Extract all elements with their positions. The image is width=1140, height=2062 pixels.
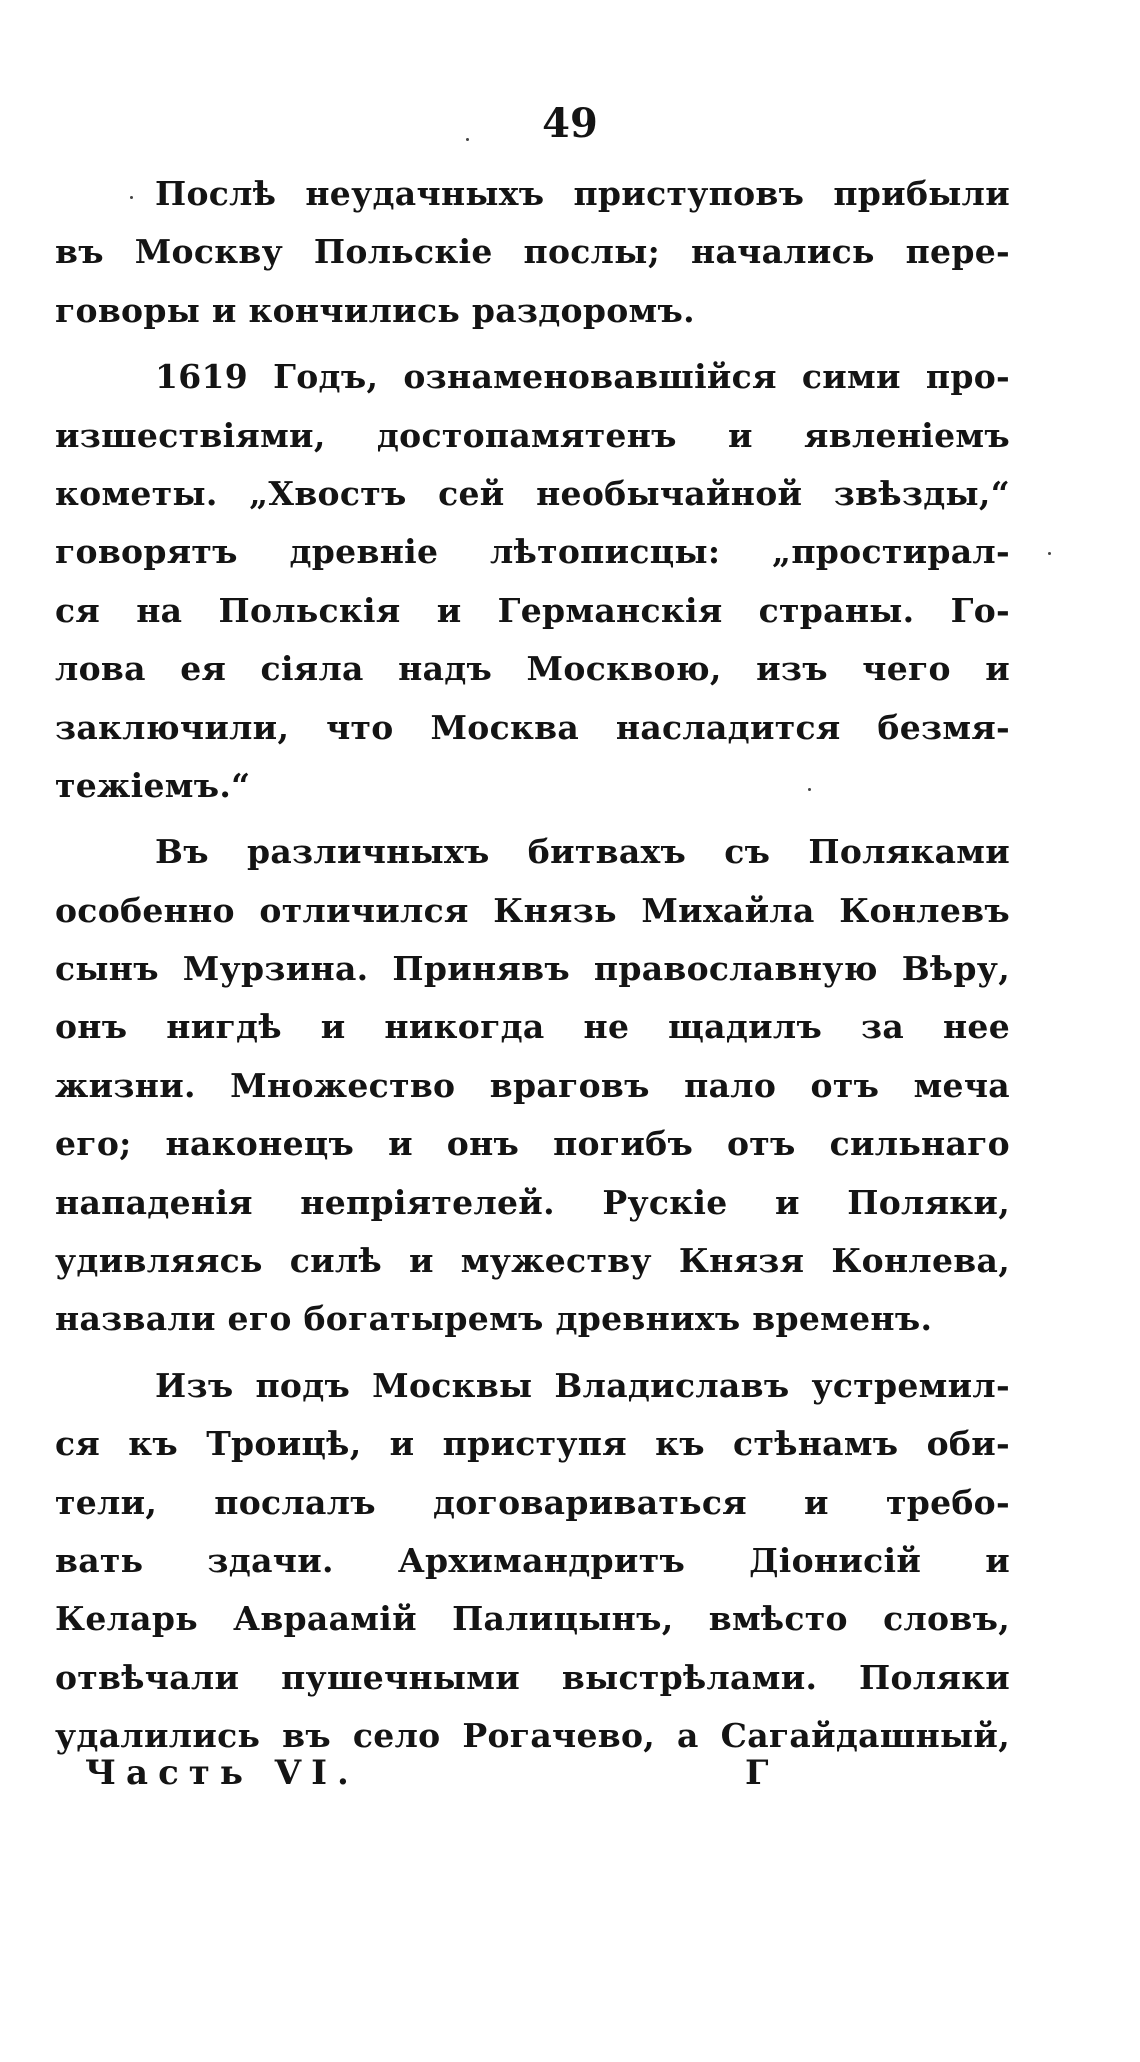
text-line: Келарь Авраамій Палицынъ, вмѣсто словъ, <box>55 1599 1010 1639</box>
print-speck <box>466 138 469 141</box>
text-line: удивляясь силѣ и мужеству Князя Конлева, <box>55 1241 1010 1281</box>
text-line: говоры и кончились раздоромъ. <box>55 290 695 330</box>
text-line: ся къ Троицѣ, и приступя къ стѣнамъ оби- <box>55 1424 1010 1464</box>
text-line: сынъ Мурзина. Принявъ православную Вѣру, <box>55 949 1010 989</box>
text-line: его; наконецъ и онъ погибъ отъ сильнаго <box>55 1124 1010 1164</box>
text-line: ся на Польскія и Германскія страны. Го- <box>55 590 1010 630</box>
print-speck <box>130 196 133 199</box>
text-line: лова ея сіяла надъ Москвою, изъ чего и <box>55 649 1010 689</box>
body-text <box>55 165 1010 1766</box>
text-line: изшествіями, достопамятенъ и явленіемъ <box>55 415 1010 455</box>
text-line: 1619 Годъ, ознаменовавшійся сими про- <box>155 357 1010 397</box>
text-line: заключили, что Москва насладится безмя- <box>55 707 1010 747</box>
text-line: отвѣчали пушечными выстрѣлами. Поляки <box>55 1657 1010 1697</box>
text-line: жизни. Множество враговъ пало отъ меча <box>55 1065 1010 1105</box>
gathering-letter: Г <box>745 1753 769 1793</box>
text-line: въ Москву Польскіе послы; начались пере- <box>55 232 1010 272</box>
text-line: назвали его богатыремъ древнихъ временъ. <box>55 1299 933 1339</box>
text-line: нападенія непріятелей. Рускіе и Поляки, <box>55 1182 1010 1222</box>
text-line: удалились въ село Рогачево, а Сагайдашный, <box>55 1716 1010 1756</box>
print-speck <box>808 788 811 791</box>
signature-mark: Часть VI. <box>85 1753 359 1793</box>
text-line: говорятъ древніе лѣтописцы: „простирал- <box>55 532 1010 572</box>
text-line: онъ нигдѣ и никогда не щадилъ за нее <box>55 1007 1010 1047</box>
page-number: 49 <box>542 100 598 147</box>
text-line: тежіемъ.“ <box>55 765 251 805</box>
text-line: Изъ подъ Москвы Владиславъ устремил- <box>155 1365 1010 1405</box>
text-line: Въ различныхъ битвахъ съ Поляками <box>155 832 1010 872</box>
text-line: вать здачи. Архимандритъ Діонисій и <box>55 1540 1010 1580</box>
page-footer <box>85 1753 985 1813</box>
text-line: кометы. „Хвостъ сей необычайной звѣзды,“ <box>55 473 1010 513</box>
text-line: Послѣ неудачныхъ приступовъ прибыли <box>155 174 1010 213</box>
text-line: особенно отличился Князь Михайла Конлевъ <box>55 890 1010 930</box>
print-speck <box>1048 552 1051 555</box>
text-line: тели, послалъ договариваться и требо- <box>55 1482 1010 1522</box>
